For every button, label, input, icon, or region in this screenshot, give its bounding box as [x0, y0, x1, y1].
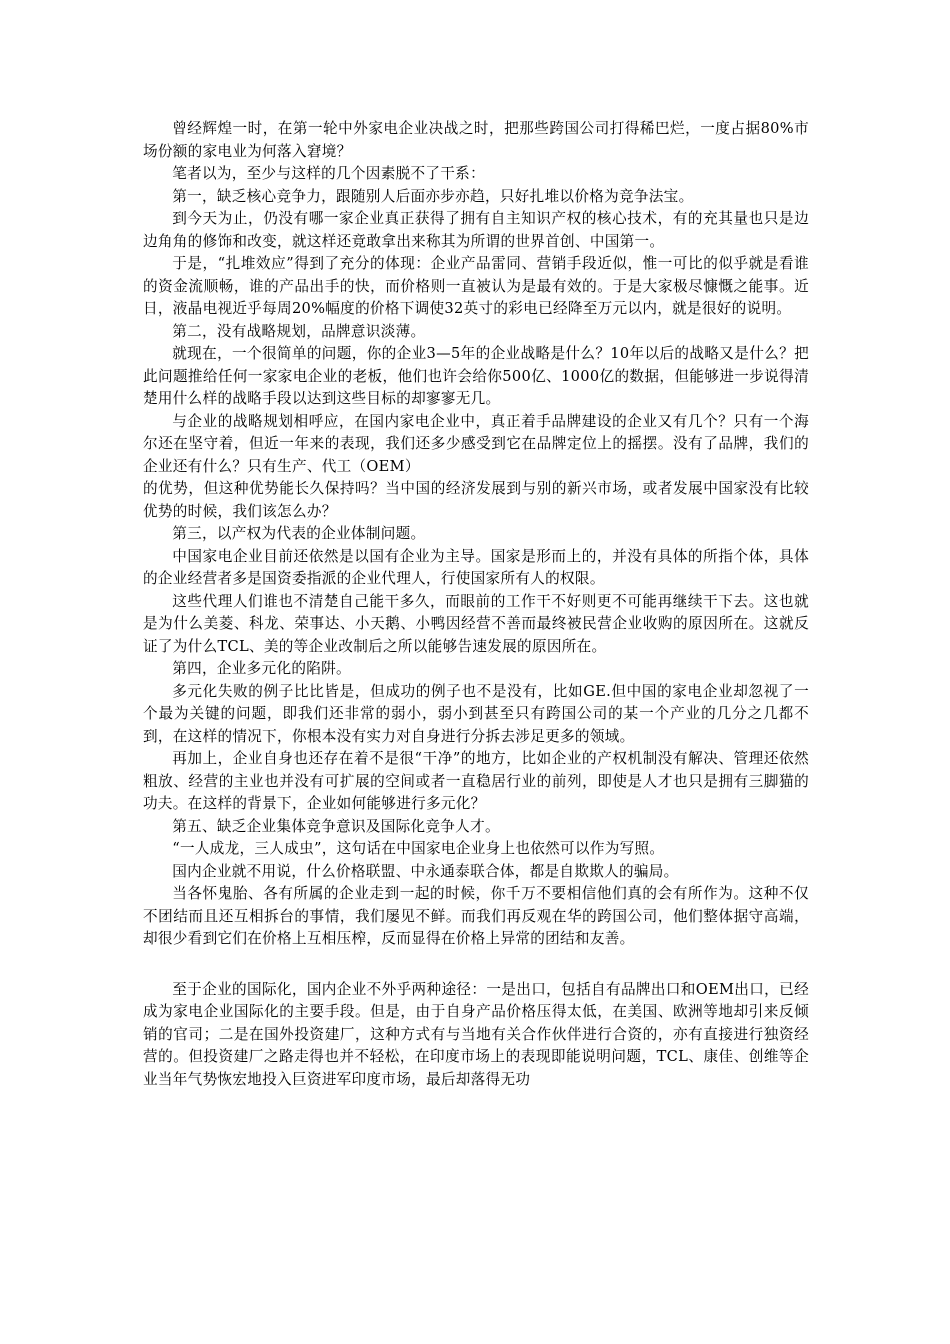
- paragraph-point-two-heading: 第二，没有战略规划，品牌意识淡薄。: [172, 322, 426, 340]
- paragraph-dragon-saying: “一人成龙，三人成虫”，这句话在中国家电企业身上也依然可以作为写照。: [172, 840, 665, 857]
- paragraph-spacer: [143, 951, 809, 979]
- paragraph-internationalization: 至于企业的国际化，国内企业不外乎两种途径：一是出口，包括自有品牌出口和OEM出口，已经成为家电企业国际化的主要手段。但是，由于自身产品价格压得太低，在美国、欧洲等地却引来反倾销的官司；二是在国外投资建厂，这种方式有与当地有关合作伙伴进行合资的，亦有直接进行独资经营的。但投资建厂之路走得也并不轻松，在印度市场上的表现即能说明问题，TCL、康佳、创维等企业当年气势恢宏地投入巨资进军印度市场，最后却落得无功: [143, 980, 809, 1088]
- paragraph-price-alliance: 国内企业就不用说，什么价格联盟、中永通泰联合体，都是自欺欺人的骗局。: [172, 862, 679, 880]
- paragraph-author-view: 笔者以为，至少与这样的几个因素脱不了干系：: [172, 165, 485, 182]
- paragraph-brand-building: 与企业的战略规划相呼应，在国内家电企业中，真正着手品牌建设的企业又有几个？只有一个海尔还在坚守着，但近一年来的表现，我们还多少感受到它在品牌定位上的摇摆。没有了品牌，我们的企业还有什么？只有生产、代工（OEM）: [143, 412, 809, 475]
- paragraph-intro-question: 曾经辉煌一时，在第一轮中外家电企业决战之时，把那些跨国公司打得稀巴烂，一度占据80%市场份额的家电业为何落入窘境？: [143, 120, 809, 160]
- paragraph-clustering-effect: 于是，“扎堆效应”得到了充分的体现：企业产品雷同、营销手段近似，惟一可比的似乎就是看谁的资金流顺畅，谁的产品出手的快，而价格则一直被认为是最有效的。于是大家极尽慷慨之能事。近日，液晶电视近乎每周20%幅度的价格下调使32英寸的彩电已经降至万元以内，就是很好的说明。: [143, 255, 809, 317]
- paragraph-point-one-heading: 第一，缺乏核心竞争力，跟随别人后面亦步亦趋，只好扎堆以价格为竞争法宝。: [172, 187, 694, 205]
- paragraph-core-technology: 到今天为止，仍没有哪一家企业真正获得了拥有自主知识产权的核心技术，有的充其量也只是边边角角的修饰和改变，就这样还竟敢拿出来称其为所谓的世界首创、中国第一。: [143, 210, 809, 250]
- article-body: [143, 118, 809, 1091]
- paragraph-point-four-heading: 第四，企业多元化的陷阱。: [172, 660, 351, 677]
- paragraph-multinationals: 当各怀鬼胎、各有所属的企业走到一起的时候，你千万不要相信他们真的会有所作为。这种不仅不团结而且还互相拆台的事情，我们屡见不鲜。而我们再反观在华的跨国公司，他们整体据守高端，却很少看到它们在价格上互相压榨，反而显得在价格上异常的团结和友善。: [143, 885, 809, 947]
- paragraph-oem-advantage: 的优势，但这种优势能长久保持吗？当中国的经济发展到与别的新兴市场，或者发展中国家没有比较优势的时候，我们该怎么办？: [143, 480, 809, 520]
- paragraph-agents: 这些代理人们谁也不清楚自己能干多久，而眼前的工作干不好则更不可能再继续干下去。这也就是为什么美菱、科龙、荣事达、小天鹅、小鸭因经营不善而最终被民营企业收购的原因所在。这就反证了为什么TCL、美的等企业改制后之所以能够告速发展的原因所在。: [143, 592, 809, 655]
- paragraph-diversification: 多元化失败的例子比比皆是，但成功的例子也不是没有，比如GE.但中国的家电企业却忽视了一个最为关键的问题，即我们还非常的弱小，弱小到甚至只有跨国公司的某一个产业的几分之几都不到，在这样的情况下，你根本没有实力对自身进行分拆去涉足更多的领域。: [143, 682, 809, 745]
- paragraph-point-five-heading: 第五、缺乏企业集体竞争意识及国际化竞争人才。: [172, 817, 500, 835]
- paragraph-state-owned: 中国家电企业目前还依然是以国有企业为主导。国家是形而上的，并没有具体的所指个体，具体的企业经营者多是国资委指派的企业代理人，行使国家所有人的权限。: [143, 547, 809, 587]
- paragraph-point-three-heading: 第三，以产权为代表的企业体制问题。: [172, 525, 426, 542]
- paragraph-strategy-question: 就现在，一个很简单的问题，你的企业3—5年的企业战略是什么？10年以后的战略又是什么？把此问题推给任何一家家电企业的老板，他们也许会给你500亿、1000亿的数据，但能够进一步说得清楚用什么样的战略手段以达到这些目标的却寥寥无几。: [143, 345, 809, 407]
- paragraph-not-clean: 再加上，企业自身也还存在着不是很“干净”的地方，比如企业的产权机制没有解决、管理还依然粗放、经营的主业也并没有可扩展的空间或者一直稳居行业的前列，即使是人才也只是拥有三脚猫的功夫。在这样的背景下，企业如何能够进行多元化？: [143, 750, 809, 812]
